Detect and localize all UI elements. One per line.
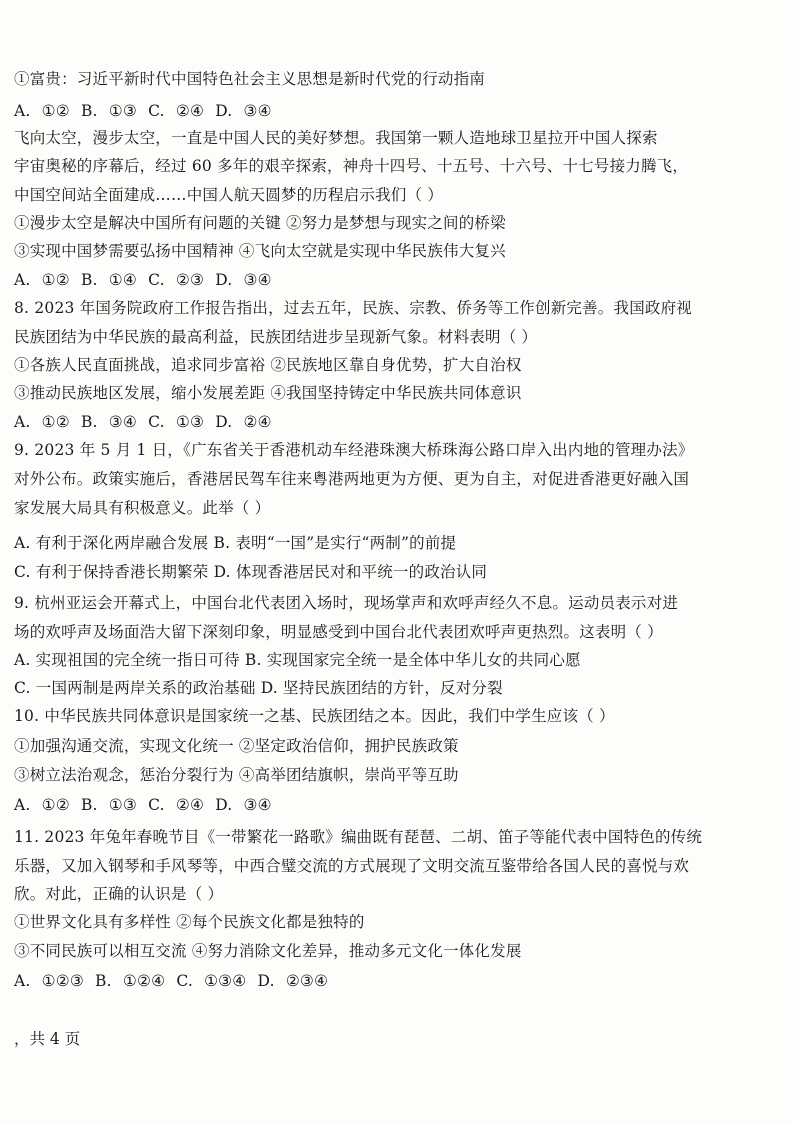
question-text: 9. 杭州亚运会开幕式上，中国台北代表团入场时，现场掌声和欢呼声经久不息。运动员表示对进 [14, 594, 679, 612]
answer-options: A. 有利于深化两岸融合发展 B. 表明“一国”是实行“两制”的前提 [14, 534, 457, 552]
question-text: 中国空间站全面建成……中国人航天圆梦的历程启示我们（ ） [14, 186, 444, 204]
question-text: 9. 2023 年 5 月 1 日，《广东省关于香港机动车经港珠澳大桥珠海公路口岸入出内地的管理办法》 [14, 441, 694, 459]
answer-options: A. 实现祖国的完全统一指日可待 B. 实现国家完全统一是全体中华儿女的共同心愿 [14, 651, 581, 669]
question-text: 家发展大局具有积极意义。此举（ ） [14, 499, 271, 517]
choice-statements: ①加强沟通交流，实现文化统一 ②坚定政治信仰，拥护民族政策 [14, 737, 459, 755]
answer-options: A. ①② B. ①③ C. ②④ D. ③④ [14, 796, 272, 814]
answer-options: A. ①② B. ③④ C. ①③ D. ②④ [14, 413, 272, 431]
choice-statements: ③实现中国梦需要弘扬中国精神 ④飞向太空就是实现中华民族伟大复兴 [14, 242, 506, 260]
choice-statements: ③树立法治观念，惩治分裂行为 ④高举团结旗帜，崇尚平等互助 [14, 766, 459, 784]
text-line: ①富贵：习近平新时代中国特色社会主义思想是新时代党的行动指南 [14, 70, 486, 88]
choice-statements: ①各族人民直面挑战，追求同步富裕 ②民族地区靠自身优势，扩大自治权 [14, 356, 522, 374]
answer-options: C. 有利于保持香港长期繁荣 D. 体现香港居民对和平统一的政治认同 [14, 563, 488, 581]
question-text: 8. 2023 年国务院政府工作报告指出，过去五年，民族、宗教、侨务等工作创新完善。我国政府视 [14, 299, 692, 317]
answer-options: A. ①②③ B. ①②④ C. ①③④ D. ②③④ [14, 972, 329, 990]
question-text: 欣。对此，正确的认识是（ ） [14, 885, 224, 903]
choice-statements: ③不同民族可以相互交流 ④努力消除文化差异，推动多元文化一体化发展 [14, 942, 522, 960]
choice-statements: ③推动民族地区发展，缩小发展差距 ④我国坚持铸定中华民族共同体意识 [14, 384, 522, 402]
question-text: 对外公布。政策实施后，香港居民驾车往来粤港两地更为方便、更为自主，对促进香港更好融入国 [14, 470, 690, 488]
question-text: 飞向太空，漫步太空，一直是中国人民的美好梦想。我国第一颗人造地球卫星拉开中国人探索 [14, 129, 658, 147]
answer-options: A. ①② B. ①④ C. ②③ D. ③④ [14, 271, 272, 289]
choice-statements: ①漫步太空是解决中国所有问题的关键 ②努力是梦想与现实之间的桥梁 [14, 214, 506, 232]
question-text: 民族团结为中华民族的最高利益，民族团结进步呈现新气象。材料表明（ ） [14, 328, 538, 346]
page-footer: ，共 4 页 [14, 1030, 81, 1048]
answer-options: A. ①② B. ①③ C. ②④ D. ③④ [14, 102, 272, 120]
answer-options: C. 一国两制是两岸关系的政治基础 D. 坚持民族团结的方针，反对分裂 [14, 679, 503, 697]
question-text: 乐器，又加入钢琴和手风琴等，中西合璧交流的方式展现了文明交流互鉴带给各国人民的喜悦与欢 [14, 857, 690, 875]
choice-statements: ①世界文化具有多样性 ②每个民族文化都是独特的 [14, 913, 365, 931]
question-text: 10. 中华民族共同体意识是国家统一之基、民族团结之本。因此，我们中学生应该（ ） [14, 707, 615, 725]
question-text: 11. 2023 年兔年春晚节目《一带繁花一路歌》编曲既有琵琶、二胡、笛子等能代表中国特色的传统 [14, 828, 703, 846]
question-text: 宇宙奥秘的序幕后，经过 60 多年的艰辛探索，神舟十四号、十五号、十六号、十七号接力腾飞， [14, 157, 689, 175]
question-text: 场的欢呼声及场面浩大留下深刻印象，明显感受到中国台北代表团欢呼声更热烈。这表明（ ） [14, 623, 663, 641]
